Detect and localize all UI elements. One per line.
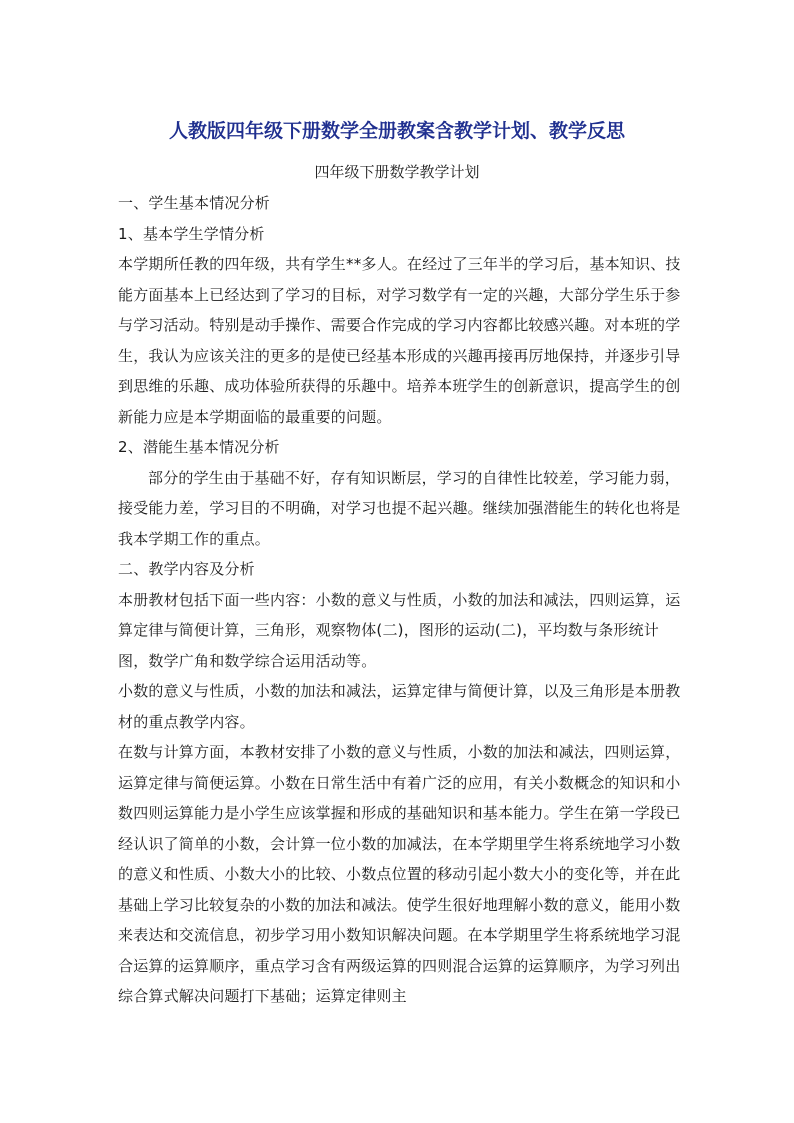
paragraph-key-content: 小数的意义与性质，小数的加法和减法，运算定律与简便计算，以及三角形是本册教材的重点教学内容。: [118, 682, 681, 731]
section-heading-student-analysis: 一、学生基本情况分析: [118, 194, 271, 212]
paragraph-number-calculation: 在数与计算方面，本教材安排了小数的意义与性质，小数的加法和减法，四则运算，运算定律与简便运算。小数在日常生活中有着广泛的应用，有关小数概念的知识和小数四则运算能力是小学生应该掌握和形成的基础知识和基本能力。学生在第一学段已经认识了简单的小数，会计算一位小数的加减法，在本学期里学生将系统地学习小数的意义和性质、小数大小的比较、小数点位置的移动引起小数大小的变化等，并在此基础上学习比较复杂的小数的加法和减法。使学生很好地理解小数的意义，能用小数来表达和交流信息，初步学习用小数知识解决问题。在本学期里学生将系统地学习混合运算的运算顺序，重点学习含有两级运算的四则混合运算的运算顺序，为学习列出综合算式解决问题打下基础；运算定律则主: [118, 743, 681, 1005]
document-body: [118, 188, 684, 1012]
plan-title: 四年级下册数学教学计划: [314, 163, 480, 181]
paragraph-potential-students: 部分的学生由于基础不好，存有知识断层，学习的自律性比较差，学习能力弱，接受能力差，学习目的不明确，对学习也提不起兴趣。继续加强潜能生的转化也将是我本学期工作的重点。: [118, 468, 681, 548]
paragraph-basic-analysis: 本学期所任教的四年级，共有学生**多人。在经过了三年半的学习后，基本知识、技能方面基本上已经达到了学习的目标，对学习数学有一定的兴趣，大部分学生乐于参与学习活动。特别是动手操作、需要合作完成的学习内容都比较感兴趣。对本班的学生，我认为应该关注的更多的是使已经基本形成的兴趣再接再厉地保持，并逐步引导到思维的乐趣、成功体验所获得的乐趣中。培养本班学生的创新意识，提高学生的创新能力应是本学期面临的最重要的问题。: [118, 255, 681, 426]
section-heading-teaching-content: 二、教学内容及分析: [118, 560, 255, 578]
paragraph-content-list: 本册教材包括下面一些内容：小数的意义与性质，小数的加法和减法，四则运算，运算定律与简便计算，三角形，观察物体(二)，图形的运动(二)，平均数与条形统计图，数学广角和数学综合运用活动等。: [118, 590, 681, 670]
document-title: 人教版四年级下册数学全册教案含教学计划、教学反思: [168, 120, 625, 142]
subsection-heading-basic-analysis: 1、基本学生学情分析: [118, 224, 265, 243]
subsection-heading-potential-students: 2、潜能生基本情况分析: [118, 438, 280, 456]
